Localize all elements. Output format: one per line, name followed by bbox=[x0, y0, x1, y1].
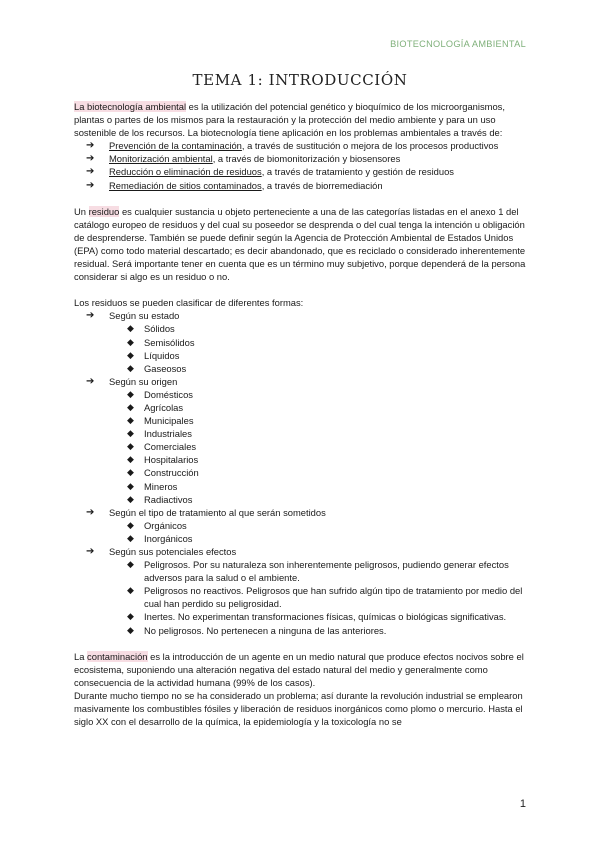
list-item bbox=[74, 139, 534, 152]
list-item bbox=[74, 453, 534, 466]
list-item bbox=[74, 440, 534, 453]
list-item bbox=[74, 152, 534, 165]
list-item-text: Agrícolas bbox=[144, 401, 184, 413]
list-item-text: Radiactivos bbox=[144, 493, 193, 505]
paragraph-historia: Durante mucho tiempo no se ha considerado un problema; así durante la revolución industrial se emplearon masivamente los combustibles fósiles y liberación de residuos inorgánicos como plomo o mercurio. Hasta el siglo XX con el desarrollo de la química, la epidemiología y la toxicología no se bbox=[74, 689, 523, 728]
list-item bbox=[74, 532, 534, 545]
list-item-text: , a través de biomonitorización y biosensores bbox=[212, 153, 401, 165]
sublist-efectos bbox=[74, 558, 534, 637]
underlined-term: Reducción o eliminación de residuos bbox=[109, 166, 262, 178]
list-item-text: , a través de tratamiento y gestión de residuos bbox=[261, 166, 454, 178]
diamond-icon: ◆ bbox=[127, 467, 134, 478]
classification-label: Según el tipo de tratamiento al que serán sometidos bbox=[109, 506, 326, 518]
list-item-text: Hospitalarios bbox=[144, 454, 199, 466]
paragraph-text: es la introducción de un agente en un medio natural que produce efectos nocivos sobre el ecosistema, suponiendo una alteración negativa del estado natural del medio y generalmente como consecuencia de la actividad humana (99% de los casos). bbox=[74, 650, 524, 688]
list-item-text: Industriales bbox=[144, 428, 192, 440]
list-item-text: Mineros bbox=[144, 480, 178, 492]
classification-label: Según su origen bbox=[109, 375, 178, 387]
classification-label: Según sus potenciales efectos bbox=[109, 546, 237, 557]
list-item-text: Municipales bbox=[144, 415, 194, 427]
list-item-text: Orgánicos bbox=[144, 519, 187, 531]
list-item bbox=[74, 336, 534, 349]
diamond-icon: ◆ bbox=[127, 428, 134, 439]
diamond-icon: ◆ bbox=[127, 441, 134, 452]
list-item-text: Construcción bbox=[144, 467, 199, 479]
arrow-icon: ➔ bbox=[86, 506, 95, 518]
diamond-icon: ◆ bbox=[127, 532, 134, 543]
diamond-icon: ◆ bbox=[127, 611, 134, 622]
diamond-icon: ◆ bbox=[127, 559, 134, 570]
list-item-text: Inertes. No experimentan transformaciones físicas, químicas o biológicas significativas. bbox=[144, 611, 507, 623]
highlight-term: La biotecnología ambiental bbox=[74, 101, 187, 112]
diamond-icon: ◆ bbox=[127, 454, 134, 465]
sublist-estado bbox=[74, 322, 534, 374]
header-subject: BIOTECNOLOGÍA AMBIENTAL bbox=[390, 39, 526, 49]
diamond-icon: ◆ bbox=[127, 349, 134, 360]
paragraph-clasificacion: Los residuos se pueden clasificar de diferentes formas: bbox=[74, 297, 304, 309]
arrow-icon: ➔ bbox=[86, 166, 95, 178]
diamond-icon: ◆ bbox=[127, 401, 134, 412]
arrow-icon: ➔ bbox=[86, 179, 95, 191]
paragraph-residuo bbox=[74, 205, 534, 284]
list-item bbox=[74, 322, 534, 335]
list-item-text: Peligrosos. Por su naturaleza son inherentemente peligrosos, pudiendo generar efectos adversos para la salud o el ambiente. bbox=[144, 559, 509, 584]
paragraph-biotecnologia bbox=[74, 100, 534, 139]
diamond-icon: ◆ bbox=[127, 323, 134, 334]
applications-list bbox=[74, 139, 534, 191]
classification-list bbox=[74, 375, 534, 388]
list-item-text: , a través de biorremediación bbox=[261, 179, 383, 191]
list-item bbox=[74, 519, 534, 532]
list-item-text: Inorgánicos bbox=[144, 532, 193, 544]
paragraph-text: es la utilización del potencial genético y bioquímico de los microorganismos, plantas o partes de los mismos para la restauración y la protección del medio ambiente y para un uso sostenible de los recursos. La biotecnología tiene aplicación en los problemas ambientales a través de: bbox=[74, 101, 505, 139]
list-item bbox=[74, 545, 534, 558]
list-item bbox=[74, 375, 534, 388]
list-item bbox=[74, 493, 534, 506]
arrow-icon: ➔ bbox=[86, 153, 95, 165]
list-item bbox=[74, 610, 534, 623]
list-item-text: Sólidos bbox=[144, 323, 175, 335]
list-item-text: Peligrosos no reactivos. Peligrosos que han sufrido algún tipo de tratamiento por medio del cual han perdido su peligrosidad. bbox=[144, 585, 523, 610]
list-item-text: , a través de sustitución o mejora de los procesos productivos bbox=[241, 140, 499, 152]
arrow-icon: ➔ bbox=[86, 310, 95, 322]
list-item bbox=[74, 584, 534, 610]
paragraph-text: Un bbox=[74, 205, 89, 217]
arrow-icon: ➔ bbox=[86, 375, 95, 387]
list-item-text: Líquidos bbox=[144, 349, 180, 361]
diamond-icon: ◆ bbox=[127, 585, 134, 596]
page-title: TEMA 1: INTRODUCCIÓN bbox=[192, 71, 408, 89]
classification-list bbox=[74, 506, 534, 519]
list-item bbox=[74, 427, 534, 440]
list-item bbox=[74, 401, 534, 414]
list-item bbox=[74, 558, 534, 584]
classification-list bbox=[74, 309, 534, 322]
underlined-term: Prevención de la contaminación bbox=[109, 140, 242, 152]
list-item bbox=[74, 362, 534, 375]
sublist-origen bbox=[74, 388, 534, 506]
diamond-icon: ◆ bbox=[127, 362, 134, 373]
arrow-icon: ➔ bbox=[86, 546, 95, 557]
highlight-term: residuo bbox=[88, 205, 120, 217]
list-item bbox=[74, 624, 534, 637]
highlight-term: contaminación bbox=[87, 650, 148, 662]
diamond-icon: ◆ bbox=[127, 388, 134, 399]
list-item bbox=[74, 165, 534, 178]
underlined-term: Monitorización ambiental bbox=[109, 153, 213, 165]
list-item-text: Comerciales bbox=[144, 441, 197, 453]
underlined-term: Remediación de sitios contaminados bbox=[109, 179, 262, 191]
list-item-text: Semisólidos bbox=[144, 336, 195, 348]
list-item bbox=[74, 414, 534, 427]
list-item bbox=[74, 466, 534, 479]
diamond-icon: ◆ bbox=[127, 493, 134, 504]
diamond-icon: ◆ bbox=[127, 415, 134, 426]
list-item-text: No peligrosos. No pertenecen a ninguna de las anteriores. bbox=[144, 624, 387, 636]
list-item bbox=[74, 506, 534, 519]
diamond-icon: ◆ bbox=[127, 624, 134, 635]
document-body bbox=[74, 100, 534, 728]
paragraph-contaminacion bbox=[74, 650, 534, 689]
paragraph-text: La bbox=[74, 650, 88, 662]
page-number: 1 bbox=[519, 798, 526, 810]
classification-list bbox=[74, 545, 534, 558]
diamond-icon: ◆ bbox=[127, 519, 134, 530]
diamond-icon: ◆ bbox=[127, 336, 134, 347]
list-item bbox=[74, 179, 534, 192]
list-item bbox=[74, 309, 534, 322]
classification-label: Según su estado bbox=[109, 310, 180, 322]
list-item bbox=[74, 388, 534, 401]
list-item-text: Gaseosos bbox=[144, 362, 187, 374]
list-item bbox=[74, 349, 534, 362]
sublist-tratamiento bbox=[74, 519, 534, 545]
diamond-icon: ◆ bbox=[127, 480, 134, 491]
paragraph-text: es cualquier sustancia u objeto perteneciente a una de las categorías listadas en el anexo 1 del catálogo europeo de residuos y del cual su poseedor se desprenda o del cual tenga la intención u obligación de desprenderse. También se puede definir según la Agencia de Protección Ambiental de Estados Unidos (EPA) como todo material descartado; es decir abandonado, que es reciclado o considerado inherentemente residual. Será importante tener en cuenta que es un término muy subjetivo, porque dependerá de la persona considerar si algo es un residuo o no. bbox=[74, 205, 526, 283]
list-item bbox=[74, 480, 534, 493]
list-item-text: Domésticos bbox=[144, 388, 193, 400]
arrow-icon: ➔ bbox=[86, 140, 95, 152]
